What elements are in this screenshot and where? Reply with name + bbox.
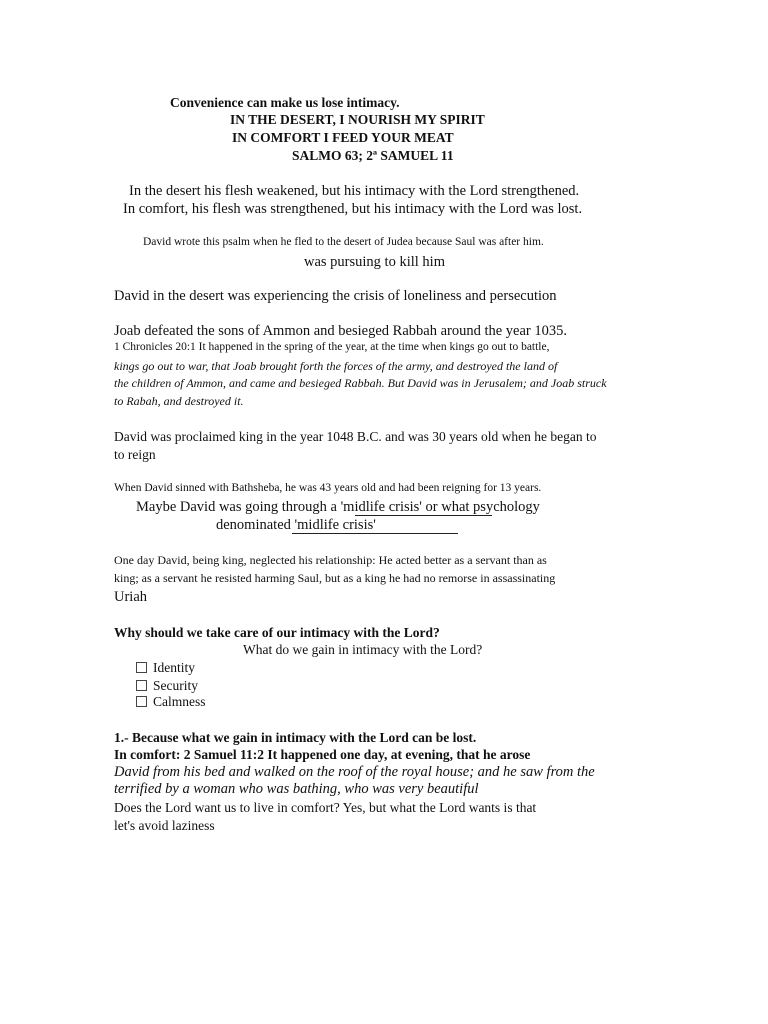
king-line-1: David was proclaimed king in the year 1048 B.C. and was 30 years old when he began to [114, 429, 597, 444]
intro-line-2: In comfort, his flesh was strengthened, but his intimacy with the Lord was lost. [123, 201, 583, 217]
servant-line-1: One day David, being king, neglected his relationship: He acted better as a servant than as [114, 553, 547, 567]
joab-line-5: to Rabah, and destroyed it. [114, 394, 244, 408]
psalm-note-line-2: was pursuing to kill him [304, 254, 445, 270]
joab-line-1: Joab defeated the sons of Ammon and besieged Rabbah around the year 1035. [114, 323, 567, 339]
psalm-note-line-1: David wrote this psalm when he fled to the desert of Judea because Saul was after him. [143, 236, 544, 248]
checkbox-icon [136, 680, 147, 691]
servant-line-2: king; as a servant he resisted harming Saul, but as a king he had no remorse in assassinating [114, 571, 556, 585]
header-line-4: SALMO 63; 2ª SAMUEL 11 [292, 148, 454, 163]
king-line-2: to reign [114, 447, 156, 462]
joab-line-4: the children of Ammon, and came and besieged Rabbah. But David was in Jerusalem; and Joab struck [114, 376, 607, 390]
gain-item-label: Security [153, 678, 198, 693]
desert-crisis-text: David in the desert was experiencing the crisis of loneliness and persecution [114, 288, 557, 304]
midlife-line-1: Maybe David was going through a 'midlife crisis' or what psychology [136, 499, 540, 515]
why-subquestion: What do we gain in intimacy with the Lord? [243, 642, 483, 657]
checkbox-icon [136, 662, 147, 673]
midlife-underline-1 [355, 515, 492, 516]
header-line-2: IN THE DESERT, I NOURISH MY SPIRIT [230, 112, 485, 127]
gain-item-security [136, 679, 198, 693]
joab-line-2: 1 Chronicles 20:1 It happened in the spring of the year, at the time when kings go out to battle, [114, 341, 550, 353]
point1-line-4: Does the Lord want us to live in comfort? Yes, but what the Lord wants is that [114, 800, 537, 815]
servant-line-3: Uriah [114, 589, 148, 605]
point1-line-3: terrified by a woman who was bathing, who was very beautiful [114, 781, 479, 797]
intro-line-1: In the desert his flesh weakened, but his intimacy with the Lord strengthened. [129, 183, 580, 199]
point1-line-2: David from his bed and walked on the roof of the royal house; and he saw from the [114, 764, 595, 780]
checkbox-icon [136, 696, 147, 707]
gain-item-label: Identity [153, 660, 195, 675]
joab-line-3: kings go out to war, that Joab brought forth the forces of the army, and destroyed the land of [114, 359, 558, 373]
gain-item-calmness [136, 695, 206, 709]
point1-line-1: In comfort: 2 Samuel 11:2 It happened one day, at evening, that he arose [114, 747, 531, 762]
gain-item-identity [136, 661, 195, 675]
point1-line-5: let's avoid laziness [114, 818, 215, 833]
why-question: Why should we take care of our intimacy with the Lord? [114, 625, 440, 640]
gain-item-label: Calmness [153, 694, 206, 709]
midlife-line-2: denominated 'midlife crisis' [216, 517, 376, 533]
header-line-3: IN COMFORT I FEED YOUR MEAT [232, 130, 454, 145]
point1-title: 1.- Because what we gain in intimacy with the Lord can be lost. [114, 730, 477, 745]
header-line-1: Convenience can make us lose intimacy. [170, 95, 400, 110]
midlife-underline-2 [292, 533, 458, 534]
bathsheba-text: When David sinned with Bathsheba, he was 43 years old and had been reigning for 13 years. [114, 482, 542, 494]
